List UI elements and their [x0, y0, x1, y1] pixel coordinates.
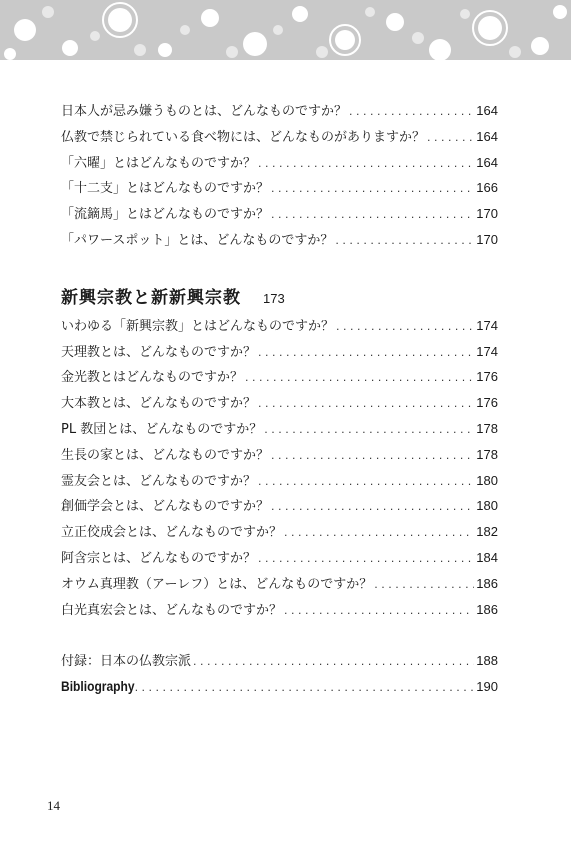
decorative-header-banner — [0, 0, 571, 60]
section-page: 173 — [263, 290, 285, 306]
toc-entry — [61, 339, 498, 365]
toc-entry — [61, 416, 498, 442]
toc-entry-title: 仏教で禁じられている食べ物には、どんなものがありますか？ — [61, 129, 426, 145]
toc-entry-title: いわゆる「新興宗教」とはどんなものですか？ — [61, 318, 335, 334]
leader-dots — [258, 469, 474, 495]
toc-group-2 — [61, 313, 498, 623]
toc-entry — [61, 175, 498, 201]
leader-dots — [374, 572, 474, 598]
leader-dots — [135, 675, 475, 701]
spacer — [61, 622, 498, 648]
leader-dots — [427, 125, 474, 151]
leader-dots — [336, 314, 474, 340]
toc-entry-title: 白光真宏会とは、どんなものですか？ — [61, 602, 283, 618]
toc-entry — [61, 313, 498, 339]
toc-entry-page: 164 — [476, 103, 498, 118]
leader-dots — [258, 391, 474, 417]
toc-entry-page: 164 — [476, 128, 498, 144]
toc-entry — [61, 227, 498, 253]
toc-entry — [61, 468, 498, 494]
leader-dots — [258, 546, 474, 572]
toc-entry-title: 日本人が忌み嫌うものとは、どんなものですか？ — [61, 104, 348, 119]
floral-pattern-icon — [0, 0, 571, 60]
leader-dots — [193, 649, 474, 675]
toc-entry-page: 186 — [476, 601, 498, 617]
leader-dots — [264, 417, 474, 443]
toc-entry-page: 174 — [476, 317, 498, 333]
toc-entry — [61, 150, 498, 176]
toc-entry-page: 188 — [476, 653, 498, 669]
toc-entry-title: 「十二支」とはどんなものですか？ — [61, 181, 270, 197]
toc-entry — [61, 390, 498, 416]
toc-entry-page: 170 — [476, 231, 498, 247]
toc-entry-title: 立正佼成会とは、どんなものですか？ — [61, 525, 283, 541]
toc-entry-title: 創価学会とは、どんなものですか？ — [61, 499, 270, 515]
toc-entry-page: 180 — [476, 498, 498, 514]
leader-dots — [258, 151, 474, 177]
toc-entry-page: 186 — [476, 575, 498, 591]
leader-dots — [284, 520, 474, 546]
toc-entry-page: 176 — [476, 369, 498, 385]
toc-entry-bibliography — [61, 674, 498, 700]
toc-entry-page: 164 — [476, 154, 498, 170]
toc-entry — [61, 571, 498, 597]
toc-entry-title: オウム真理教（アーレフ）とは、どんなものですか？ — [61, 576, 373, 592]
toc-entry — [61, 648, 498, 674]
toc-entry-page: 190 — [476, 679, 498, 695]
toc-entry-title: 「六曜」とはどんなものですか？ — [61, 155, 257, 171]
toc-entry-page: 174 — [476, 343, 498, 359]
leader-dots — [271, 202, 474, 228]
section-heading — [61, 283, 498, 313]
toc-entry — [61, 597, 498, 623]
page-number: 14 — [47, 798, 60, 813]
toc-entry — [61, 442, 498, 468]
toc-entry-title: 「パワースポット」とは、どんなものですか？ — [61, 232, 334, 248]
section-title: 新興宗教と新新興宗教 — [61, 287, 241, 308]
toc-group-1 — [61, 98, 498, 253]
toc-entry-page: 166 — [476, 180, 498, 196]
leader-dots — [258, 340, 474, 366]
toc-entry — [61, 545, 498, 571]
toc-entry-title: 霊友会とは、どんなものですか？ — [61, 473, 257, 489]
leader-dots — [245, 365, 474, 391]
toc-entry — [61, 98, 498, 124]
leader-dots — [284, 598, 474, 624]
leader-dots — [271, 494, 474, 520]
toc-entry — [61, 124, 498, 150]
toc-entry-page: 170 — [476, 206, 498, 222]
toc-entry-page: 184 — [476, 549, 498, 565]
leader-dots — [271, 176, 474, 202]
leader-dots — [349, 99, 474, 125]
table-of-contents — [61, 98, 498, 700]
toc-entry — [61, 364, 498, 390]
toc-entry-title: 阿含宗とは、どんなものですか？ — [61, 550, 257, 566]
toc-entry — [61, 201, 498, 227]
toc-entry-title: PL 教団とは、どんなものですか？ — [61, 421, 263, 437]
toc-entry-page: 178 — [476, 446, 498, 462]
toc-entry-title: 金光教とはどんなものですか？ — [61, 370, 244, 386]
toc-entry-page: 180 — [476, 472, 498, 488]
toc-entry-title: Bibliography — [61, 678, 135, 695]
toc-appendix — [61, 648, 498, 700]
toc-entry-title: 「流鏑馬」とはどんなものですか？ — [61, 207, 270, 223]
toc-entry-title: 天理教とは、どんなものですか？ — [61, 344, 257, 360]
toc-entry-page: 178 — [476, 420, 498, 436]
toc-entry-page: 182 — [476, 524, 498, 540]
toc-entry — [61, 519, 498, 545]
toc-entry-title: 大本教とは、どんなものですか？ — [61, 396, 257, 412]
toc-entry-page: 176 — [476, 395, 498, 411]
toc-entry-title: 付録：日本の仏教宗派 — [61, 654, 192, 670]
toc-entry — [61, 493, 498, 519]
leader-dots — [271, 443, 474, 469]
leader-dots — [335, 228, 474, 254]
toc-entry-title: 生長の家とは、どんなものですか？ — [61, 447, 270, 463]
